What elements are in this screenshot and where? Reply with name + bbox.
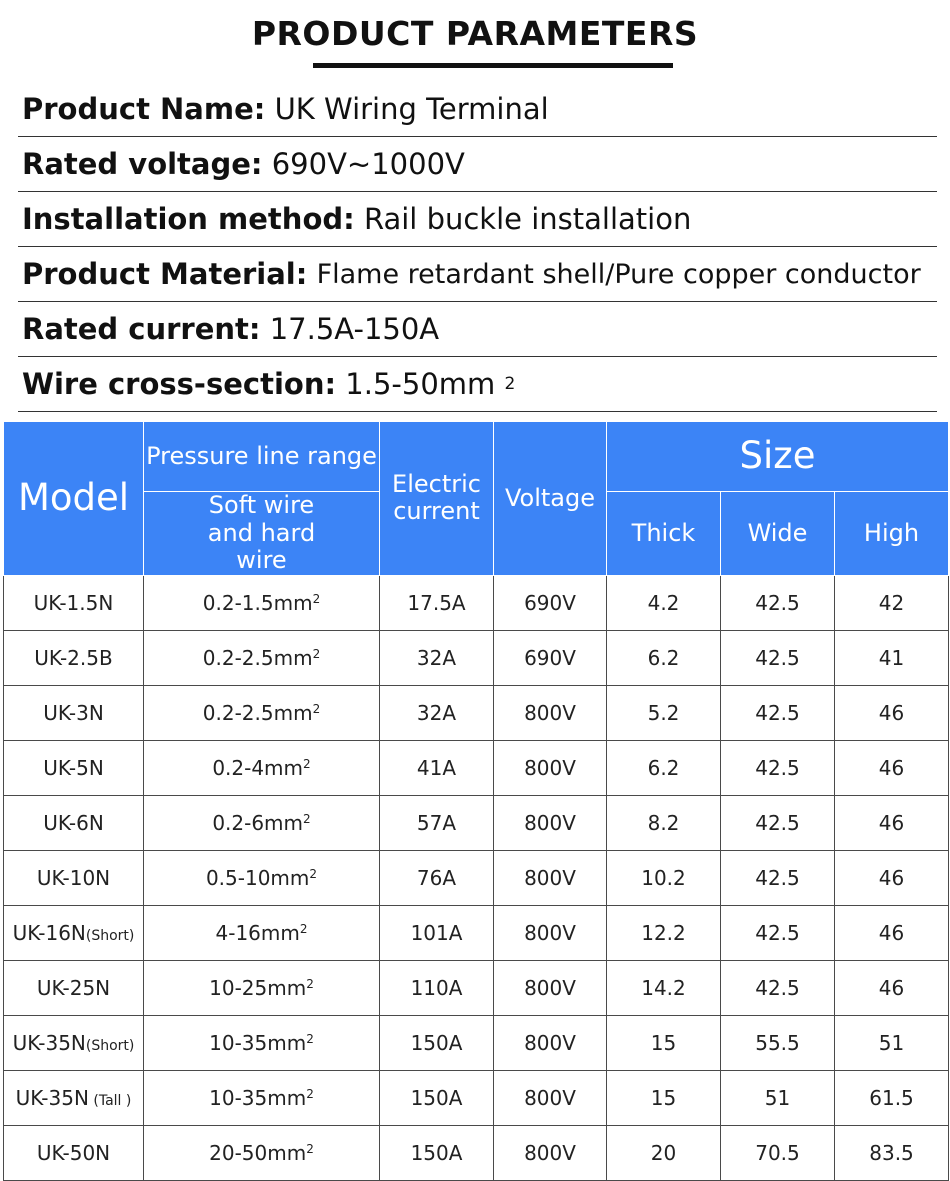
model-name: UK-25N: [36, 975, 111, 1000]
cell-voltage: 800V: [494, 795, 607, 850]
cell-voltage: 800V: [494, 850, 607, 905]
cell-thick: 15: [607, 1070, 721, 1125]
cell-wide: 51: [721, 1070, 835, 1125]
param-value: 17.5A-150A: [269, 312, 440, 346]
cell-current: 150A: [380, 1125, 494, 1180]
cell-high: 46: [835, 905, 949, 960]
range-superscript: 2: [312, 591, 321, 606]
cell-current: 57A: [380, 795, 494, 850]
table-row: [4, 1125, 949, 1180]
cell-current: 150A: [380, 1015, 494, 1070]
cell-wide: 42.5: [721, 960, 835, 1015]
table-row: [4, 575, 949, 630]
table-row: [4, 740, 949, 795]
header-soft-hard-wire: Soft wire and hard wire: [144, 492, 380, 576]
cell-voltage: 800V: [494, 1070, 607, 1125]
cell-model: [4, 795, 144, 850]
cell-high: 46: [835, 960, 949, 1015]
cell-range: [144, 1125, 380, 1180]
cell-high: 46: [835, 740, 949, 795]
param-label: Wire cross-section:: [22, 367, 337, 401]
cell-high: 46: [835, 850, 949, 905]
cell-current: 41A: [380, 740, 494, 795]
range-value: 0.2-6mm: [212, 810, 304, 835]
cell-wide: 42.5: [721, 630, 835, 685]
table-row: [4, 795, 949, 850]
header-thick: Thick: [607, 492, 721, 576]
cell-wide: 70.5: [721, 1125, 835, 1180]
cell-current: 110A: [380, 960, 494, 1015]
range-superscript: 2: [303, 811, 311, 826]
param-product-material: [18, 247, 937, 302]
header-size: Size: [607, 422, 949, 492]
range-superscript: 2: [309, 866, 318, 881]
cell-voltage: 690V: [494, 575, 607, 630]
cell-voltage: 800V: [494, 685, 607, 740]
cell-high: 46: [835, 795, 949, 850]
cell-model: [4, 850, 144, 905]
cell-voltage: 800V: [494, 960, 607, 1015]
cell-range: [144, 630, 380, 685]
range-superscript: 2: [306, 1141, 314, 1156]
cell-thick: 12.2: [607, 905, 721, 960]
product-parameters-list: [18, 82, 937, 412]
cell-model: [4, 740, 144, 795]
param-value: Rail buckle installation: [363, 202, 692, 236]
spec-table: [3, 421, 949, 1181]
cell-high: 46: [835, 685, 949, 740]
model-name: UK-16N: [12, 920, 86, 945]
range-superscript: 2: [306, 1086, 314, 1101]
cell-model: [4, 1125, 144, 1180]
table-row: [4, 960, 949, 1015]
cell-thick: 6.2: [607, 630, 721, 685]
header-model: Model: [4, 422, 144, 576]
model-name: UK-50N: [36, 1140, 111, 1165]
cell-thick: 14.2: [607, 960, 721, 1015]
table-row: [4, 1015, 949, 1070]
cell-wide: 55.5: [721, 1015, 835, 1070]
cell-current: 32A: [380, 630, 494, 685]
cell-model: [4, 630, 144, 685]
param-product-name: [18, 82, 937, 137]
cell-wide: 42.5: [721, 905, 835, 960]
cell-voltage: 800V: [494, 905, 607, 960]
cell-thick: 6.2: [607, 740, 721, 795]
range-value: 10-35mm: [209, 1030, 307, 1055]
range-value: 20-50mm: [209, 1140, 307, 1165]
cell-range: [144, 795, 380, 850]
header-voltage: Voltage: [494, 422, 607, 576]
cell-current: 17.5A: [380, 575, 494, 630]
range-superscript: 2: [312, 701, 321, 716]
range-superscript: 2: [306, 1031, 314, 1046]
cell-model: [4, 905, 144, 960]
cell-wide: 42.5: [721, 850, 835, 905]
header-pressure-line-range: Pressure line range: [144, 422, 380, 492]
cell-voltage: 800V: [494, 1125, 607, 1180]
range-superscript: 2: [312, 646, 321, 661]
table-row: [4, 1070, 949, 1125]
range-superscript: 2: [306, 976, 314, 991]
cell-current: 32A: [380, 685, 494, 740]
cell-voltage: 800V: [494, 740, 607, 795]
cell-model: [4, 960, 144, 1015]
cell-thick: 8.2: [607, 795, 721, 850]
model-name: UK-35N: [15, 1085, 89, 1110]
cell-range: [144, 1015, 380, 1070]
model-note: (Short): [85, 927, 135, 944]
cell-voltage: 800V: [494, 1015, 607, 1070]
param-value: 690V~1000V: [271, 147, 465, 181]
model-name: UK-10N: [36, 865, 111, 890]
cell-model: [4, 1015, 144, 1070]
cell-wide: 42.5: [721, 685, 835, 740]
range-value: 0.2-4mm: [212, 755, 304, 780]
cell-current: 101A: [380, 905, 494, 960]
cell-range: [144, 905, 380, 960]
cell-model: [4, 685, 144, 740]
param-label: Rated voltage:: [22, 147, 263, 181]
model-note: (Tall ): [88, 1092, 132, 1109]
title-underline: [313, 63, 673, 68]
cell-current: 150A: [380, 1070, 494, 1125]
header-electric-current: Electric current: [380, 422, 494, 576]
cell-high: 83.5: [835, 1125, 949, 1180]
cell-thick: 4.2: [607, 575, 721, 630]
page-title: PRODUCT PARAMETERS: [251, 14, 699, 53]
param-rated-current: [18, 302, 937, 357]
cell-high: 61.5: [835, 1070, 949, 1125]
param-wire-cross-section: [18, 357, 937, 412]
range-value: 0.5-10mm: [205, 865, 310, 890]
cell-range: [144, 685, 380, 740]
param-value: UK Wiring Terminal: [274, 92, 549, 126]
cell-current: 76A: [380, 850, 494, 905]
param-label: Rated current:: [22, 312, 261, 346]
cell-thick: 10.2: [607, 850, 721, 905]
table-row: [4, 630, 949, 685]
model-name: UK-2.5B: [34, 645, 113, 670]
spec-table-body: [4, 575, 949, 1180]
model-note: (Short): [85, 1037, 135, 1054]
cell-range: [144, 960, 380, 1015]
param-label: Product Material:: [22, 257, 308, 291]
cell-high: 41: [835, 630, 949, 685]
cell-model: [4, 575, 144, 630]
range-value: 0.2-2.5mm: [202, 700, 313, 725]
range-superscript: 2: [299, 921, 308, 936]
model-name: UK-6N: [43, 810, 104, 835]
cell-wide: 42.5: [721, 575, 835, 630]
header-wide: Wide: [721, 492, 835, 576]
cell-wide: 42.5: [721, 795, 835, 850]
cell-thick: 5.2: [607, 685, 721, 740]
cell-high: 51: [835, 1015, 949, 1070]
header-high: High: [835, 492, 949, 576]
cell-range: [144, 850, 380, 905]
cell-range: [144, 575, 380, 630]
range-value: 0.2-1.5mm: [202, 590, 313, 615]
param-value: 1.5-50mm: [345, 367, 496, 401]
cell-wide: 42.5: [721, 740, 835, 795]
cell-model: [4, 1070, 144, 1125]
cell-range: [144, 740, 380, 795]
range-value: 0.2-2.5mm: [202, 645, 313, 670]
param-value: Flame retardant shell/Pure copper conductor: [316, 258, 921, 290]
param-superscript: 2: [504, 374, 516, 394]
range-value: 4-16mm: [215, 920, 300, 945]
range-value: 10-35mm: [209, 1085, 307, 1110]
table-row: [4, 850, 949, 905]
cell-high: 42: [835, 575, 949, 630]
cell-voltage: 690V: [494, 630, 607, 685]
cell-thick: 15: [607, 1015, 721, 1070]
param-rated-voltage: [18, 137, 937, 192]
param-label: Product Name:: [22, 92, 266, 126]
model-name: UK-35N: [12, 1030, 86, 1055]
range-superscript: 2: [303, 756, 311, 771]
range-value: 10-25mm: [209, 975, 307, 1000]
table-row: [4, 905, 949, 960]
param-label: Installation method:: [22, 202, 355, 236]
cell-thick: 20: [607, 1125, 721, 1180]
model-name: UK-5N: [43, 755, 104, 780]
param-installation-method: [18, 192, 937, 247]
cell-range: [144, 1070, 380, 1125]
model-name: UK-3N: [43, 700, 104, 725]
model-name: UK-1.5N: [33, 590, 114, 615]
table-row: [4, 685, 949, 740]
